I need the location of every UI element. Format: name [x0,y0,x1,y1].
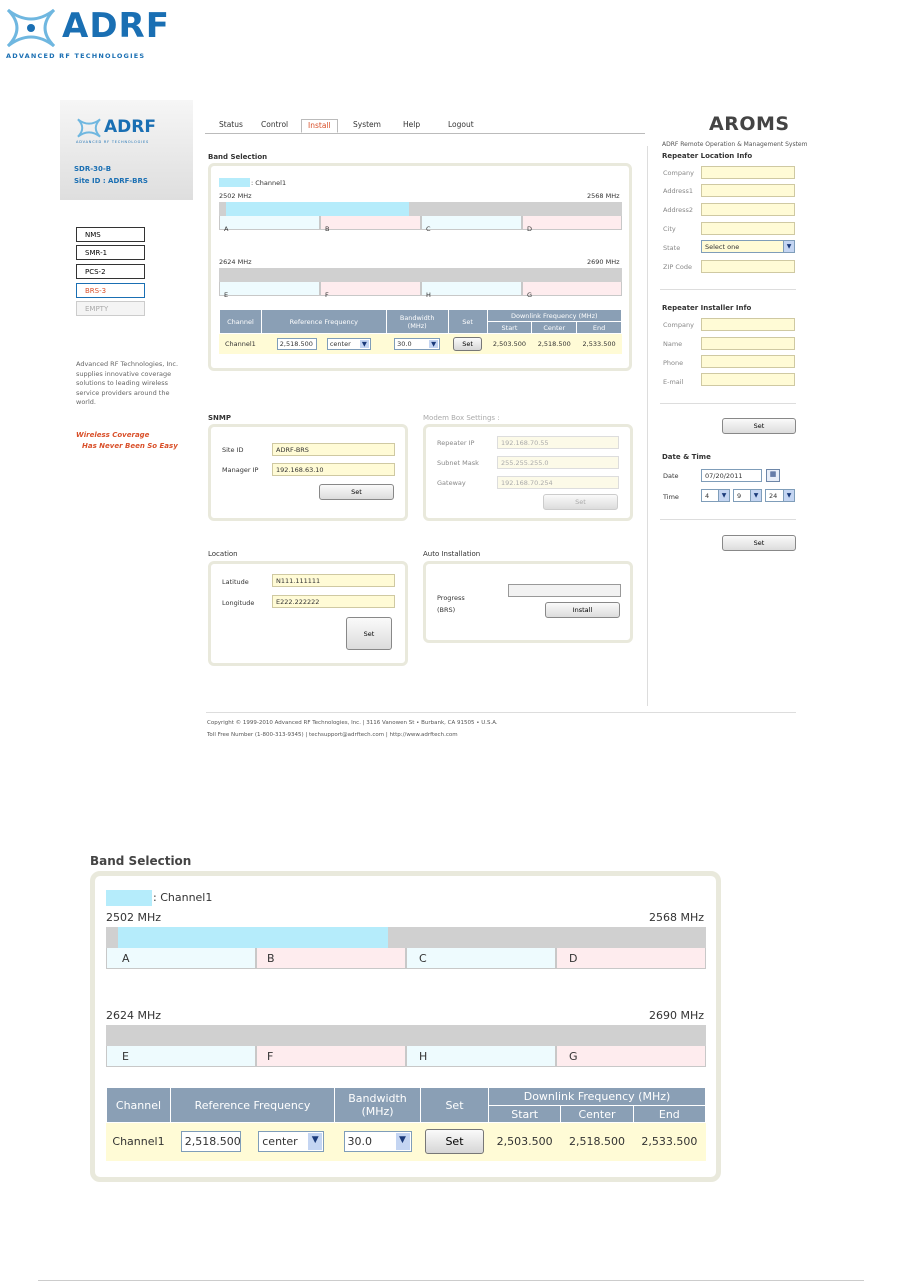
th-bandwidth: Bandwidth (MHz) [386,310,448,334]
th-end: End [577,322,622,334]
about-text: Advanced RF Technologies, Inc. supplies innovative coverage solutions to leading wireless service providers around the world. [76,360,179,406]
logo-subtitle: ADVANCED RF TECHNOLOGIES [6,52,146,60]
device-panel [60,100,193,200]
manager-ip-input[interactable]: 192.168.63.10 [272,463,395,476]
th-channel: Channel [107,1088,171,1123]
channel1-range[interactable] [226,202,409,216]
band-cell-d[interactable]: D [522,216,622,230]
installer-set-button[interactable]: Set [722,418,796,434]
slogan-line-2: Has Never Been So Easy [82,442,178,450]
row2-start: 2624 MHz [106,1009,162,1022]
zip-input[interactable] [701,260,795,273]
band-set-button[interactable]: Set [425,1129,483,1154]
chevron-down-icon: ▼ [361,339,367,348]
repeater-installer-title: Repeater Installer Info [662,304,752,312]
inst-email-input[interactable] [701,373,795,386]
band-selection-zoom-panel [90,871,721,1182]
app-subtitle: ADRF Remote Operation & Management System [662,141,808,148]
main-tabs [205,120,645,134]
install-button[interactable]: Install [545,602,620,618]
subnet-mask-label: Subnet Mask [437,459,479,467]
row1-start: 2502 MHz [219,192,252,200]
bandwidth-select[interactable]: 30.0 ▼ [394,338,440,350]
band-cell-a[interactable]: A [219,216,320,230]
position-select[interactable]: center ▼ [327,338,371,350]
band-cell-h[interactable]: H [406,1046,556,1067]
chevron-down-icon: ▼ [396,1133,410,1150]
band-row2-bar [219,268,622,282]
nav-pcs-2[interactable]: PCS-2 [76,264,145,279]
snmp-set-button[interactable]: Set [319,484,394,500]
nav-empty[interactable]: EMPTY [76,301,145,316]
row1-start: 2502 MHz [106,911,162,924]
cell-end: 2,533.500 [633,1123,705,1161]
footer-copyright: Copyright © 1999-2010 Advanced RF Technologies, Inc. | 3116 Vanowen St • Burbank, CA 91505 • U.S.A. [207,720,498,726]
date-input[interactable]: 07/20/2011 [701,469,762,482]
modem-set-button[interactable]: Set [543,494,618,510]
th-center: Center [561,1106,633,1123]
logo-mark-icon [76,117,102,139]
channel-table [219,309,622,354]
band-cell-a[interactable]: A [106,948,256,969]
tab-help[interactable]: Help [403,120,421,129]
tab-system[interactable]: System [353,120,381,129]
site-id-label: Site ID [222,446,244,454]
band-set-button[interactable]: Set [453,337,482,351]
loc-company-label: Company [663,169,694,177]
gateway-input[interactable]: 192.168.70.254 [497,476,619,489]
second-select[interactable]: 24 ▼ [765,489,795,502]
address1-label: Address1 [663,187,694,195]
band-cell-e[interactable]: E [219,282,320,296]
reference-frequency-input[interactable]: 2,518.500 [181,1131,241,1152]
snmp-panel [208,424,408,521]
location-set-button[interactable]: Set [346,617,392,650]
cell-end: 2,533.500 [577,334,622,354]
band-cell-g[interactable]: G [556,1046,706,1067]
ref-cell [261,334,386,354]
cell-center: 2,518.500 [561,1123,633,1161]
date-label: Date [663,472,679,480]
nav-brs-3[interactable]: BRS-3 [76,283,145,298]
location-title: Location [208,550,238,558]
subnet-mask-input[interactable]: 255.255.255.0 [497,456,619,469]
city-label: City [663,225,676,233]
city-input[interactable] [701,222,795,235]
band-cell-b[interactable]: B [320,216,421,230]
loc-company-input[interactable] [701,166,795,179]
device-site-id: Site ID : ADRF-BRS [74,177,148,185]
auto-install-panel [423,561,633,643]
hour-select[interactable]: 4 ▼ [701,489,730,502]
legend-swatch [106,890,152,906]
th-ref: Reference Frequency [171,1088,335,1123]
cell-channel: Channel1 [220,334,262,354]
band-cell-g[interactable]: G [522,282,622,296]
band-cell-d[interactable]: D [556,948,706,969]
divider [660,403,796,404]
th-downlink: Downlink Frequency (MHz) [489,1088,706,1106]
panel-logo-subtitle: ADVANCED RF TECHNOLOGIES [76,140,149,144]
auto-install-title: Auto Installation [423,550,481,558]
row2-start: 2624 MHz [219,258,252,266]
tab-logout[interactable]: Logout [448,120,474,129]
chevron-down-icon: ▼ [783,490,794,501]
chevron-down-icon: ▼ [718,490,729,501]
row2-end: 2690 MHz [587,258,620,266]
slogan-line-1: Wireless Coverage [76,431,150,439]
zip-label: ZIP Code [663,263,692,271]
th-channel: Channel [220,310,262,334]
th-start: Start [489,1106,561,1123]
th-set: Set [448,310,487,334]
reference-frequency-input[interactable]: 2,518.500 [277,338,317,350]
cell-channel: Channel1 [107,1123,171,1161]
inst-company-label: Company [663,321,694,329]
chevron-down-icon: ▼ [750,490,761,501]
longitude-input[interactable]: E222.222222 [272,595,395,608]
th-center: Center [532,322,577,334]
band-selection-title: Band Selection [208,153,268,161]
th-set: Set [421,1088,489,1123]
channel-table [106,1087,706,1161]
state-select[interactable]: Select one ▼ [701,240,795,253]
position-select[interactable]: center ▼ [258,1131,324,1152]
logo-text: ADRF [62,6,170,46]
address2-input[interactable] [701,203,795,216]
cell-start: 2,503.500 [487,334,532,354]
band-cell-h[interactable]: H [421,282,522,296]
divider [660,289,796,290]
time-label: Time [663,493,679,501]
modem-panel [423,424,633,521]
app-title: AROMS [709,113,790,135]
band-cell-f[interactable]: F [256,1046,406,1067]
snmp-title: SNMP [208,414,231,422]
th-bandwidth: Bandwidth (MHz) [335,1088,421,1123]
legend-label: : Channel1 [153,891,213,904]
minute-select[interactable]: 9 ▼ [733,489,762,502]
device-model: SDR-30-B [74,165,112,173]
ref-cell [171,1123,335,1161]
repeater-location-title: Repeater Location Info [662,152,753,160]
band-selection-panel [208,163,632,371]
th-end: End [633,1106,705,1123]
page-bottom-rule [38,1280,864,1281]
channel1-range[interactable] [118,927,388,948]
legend-swatch [219,178,250,187]
nav-smr-1[interactable]: SMR-1 [76,245,145,260]
band-cell-c[interactable]: C [421,216,522,230]
band-row2-bar [106,1025,706,1046]
row2-end: 2690 MHz [649,1009,705,1022]
progress-label: Progress [437,594,465,602]
cell-center: 2,518.500 [532,334,577,354]
bandwidth-select[interactable]: 30.0 ▼ [344,1131,412,1152]
band-cell-c[interactable]: C [406,948,556,969]
modem-title: Modem Box Settings : [423,414,500,422]
date-time-title: Date & Time [662,453,711,461]
longitude-label: Longitude [222,599,255,607]
calendar-icon[interactable]: ▦ [766,469,780,482]
repeater-ip-input[interactable]: 192.168.70.55 [497,436,619,449]
logo-mark-icon [4,6,58,50]
repeater-ip-label: Repeater IP [437,439,475,447]
manager-ip-label: Manager IP [222,466,259,474]
divider [660,519,796,520]
site-id-input[interactable]: ADRF-BRS [272,443,395,456]
address2-label: Address2 [663,206,694,214]
chevron-down-icon: ▼ [783,241,794,252]
tab-install[interactable]: Install [301,119,338,133]
inst-phone-label: Phone [663,359,684,367]
latitude-input[interactable]: N111.111111 [272,574,395,587]
footer-divider [206,712,796,713]
th-ref: Reference Frequency [261,310,386,334]
band-cell-f[interactable]: F [320,282,421,296]
right-divider [647,146,648,706]
tab-status[interactable]: Status [219,120,243,129]
band-cell-e[interactable]: E [106,1046,256,1067]
band-selection-zoom-title: Band Selection [90,854,192,868]
inst-name-input[interactable] [701,337,795,350]
inst-company-input[interactable] [701,318,795,331]
row1-end: 2568 MHz [587,192,620,200]
location-panel [208,561,408,666]
panel-logo-text: ADRF [104,117,156,137]
gateway-label: Gateway [437,479,466,487]
tab-control[interactable]: Control [261,120,289,129]
band-cell-b[interactable]: B [256,948,406,969]
inst-phone-input[interactable] [701,355,795,368]
th-downlink: Downlink Frequency (MHz) [487,310,621,322]
progress-bar [508,584,621,597]
latitude-label: Latitude [222,578,249,586]
inst-email-label: E-mail [663,378,684,386]
state-label: State [663,244,681,252]
inst-name-label: Name [663,340,683,348]
footer-contact: Toll Free Number (1-800-313-9345) | techsupport@adrftech.com | http://www.adrftech.com [207,732,458,738]
chevron-down-icon: ▼ [431,339,437,348]
company-logo [2,4,172,60]
row1-end: 2568 MHz [649,911,705,924]
cell-start: 2,503.500 [489,1123,561,1161]
progress-band-label: (BRS) [437,606,456,614]
address1-input[interactable] [701,184,795,197]
nav-nms[interactable]: NMS [76,227,145,242]
th-start: Start [487,322,532,334]
chevron-down-icon: ▼ [308,1133,322,1150]
datetime-set-button[interactable]: Set [722,535,796,551]
legend-label: : Channel1 [251,179,287,187]
